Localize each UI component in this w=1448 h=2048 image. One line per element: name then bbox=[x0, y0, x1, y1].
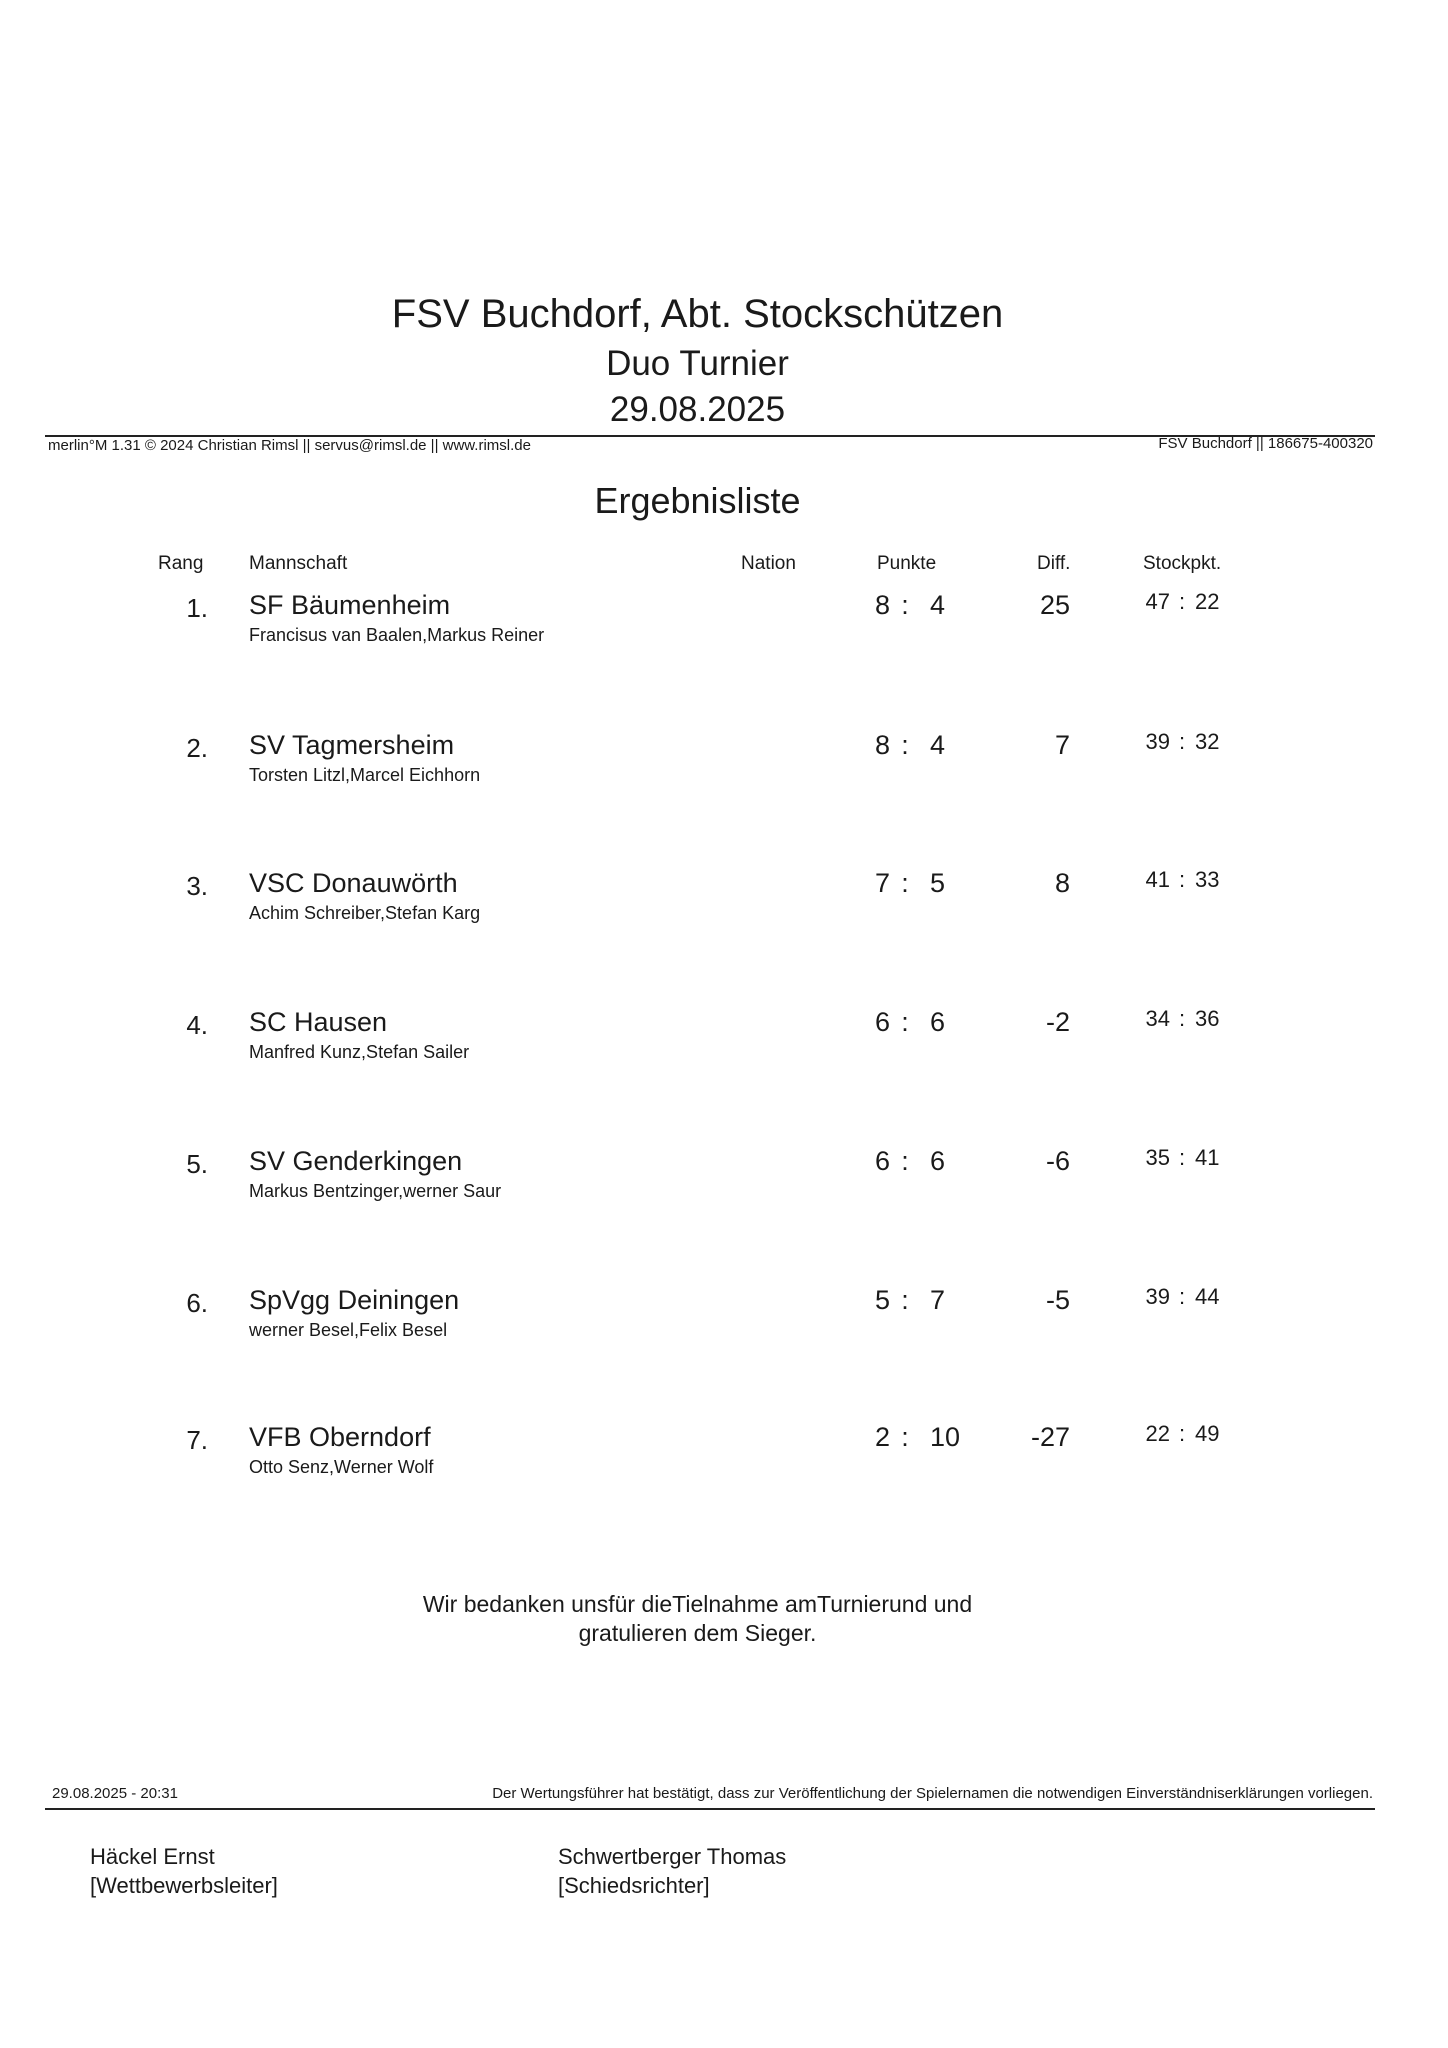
row-rank: 3. bbox=[186, 871, 208, 901]
row-stock-against: 36 bbox=[1195, 1006, 1220, 1031]
row-points-for: 8 bbox=[874, 730, 890, 760]
row-points-against: 4 bbox=[930, 730, 946, 760]
col-rank-header: Rang bbox=[158, 553, 204, 574]
row-points-separator: : bbox=[901, 730, 909, 760]
row-stock-separator: : bbox=[1178, 589, 1186, 614]
closing-line-1: Wir bedanken unsfür dieTielnahme amTurnierund und bbox=[422, 1591, 973, 1617]
row-points-against: 5 bbox=[930, 868, 946, 898]
row-stock-against: 32 bbox=[1195, 729, 1220, 754]
row-points-separator: : bbox=[901, 1422, 909, 1452]
row-stock-separator: : bbox=[1178, 729, 1186, 754]
row-diff: -5 bbox=[1045, 1285, 1070, 1315]
table-row bbox=[0, 1422, 1448, 1502]
col-diff-header: Diff. bbox=[1037, 553, 1071, 574]
license-info: FSV Buchdorf || 186675-400320 bbox=[1158, 435, 1373, 452]
row-stock-separator: : bbox=[1178, 1145, 1186, 1170]
row-rank: 4. bbox=[186, 1010, 208, 1040]
col-team-header: Mannschaft bbox=[249, 553, 348, 574]
row-diff: -27 bbox=[1030, 1422, 1070, 1452]
row-points-against: 6 bbox=[930, 1007, 946, 1037]
row-diff: 25 bbox=[1039, 590, 1070, 620]
row-diff: 7 bbox=[1054, 730, 1070, 760]
row-stock-against: 33 bbox=[1195, 867, 1220, 892]
row-team: SV Genderkingen bbox=[249, 1146, 463, 1176]
page-title: Ergebnisliste bbox=[594, 480, 801, 521]
table-row bbox=[0, 590, 1448, 670]
footer-divider bbox=[45, 1808, 1375, 1810]
row-players: Otto Senz,Werner Wolf bbox=[249, 1457, 434, 1477]
row-diff: -2 bbox=[1045, 1007, 1070, 1037]
row-stock-against: 41 bbox=[1195, 1145, 1220, 1170]
row-rank: 1. bbox=[186, 593, 208, 623]
row-players: Torsten Litzl,Marcel Eichhorn bbox=[249, 765, 481, 785]
row-team: VSC Donauwörth bbox=[249, 868, 458, 898]
row-players: Markus Bentzinger,werner Saur bbox=[249, 1181, 502, 1201]
row-points-separator: : bbox=[901, 1007, 909, 1037]
table-row bbox=[0, 1285, 1448, 1365]
closing-line-2: gratulieren dem Sieger. bbox=[578, 1620, 817, 1646]
row-points-against: 4 bbox=[930, 590, 946, 620]
row-players: werner Besel,Felix Besel bbox=[249, 1320, 448, 1340]
row-points-separator: : bbox=[901, 1146, 909, 1176]
row-rank: 2. bbox=[186, 733, 208, 763]
row-players: Achim Schreiber,Stefan Karg bbox=[249, 903, 481, 923]
print-timestamp: 29.08.2025 - 20:31 bbox=[52, 1785, 178, 1802]
row-stock-separator: : bbox=[1178, 867, 1186, 892]
row-points-against: 10 bbox=[930, 1422, 961, 1452]
signature-role: [Wettbewerbsleiter] bbox=[90, 1873, 278, 1898]
club-title: FSV Buchdorf, Abt. Stockschützen bbox=[391, 292, 1004, 336]
row-team: SV Tagmersheim bbox=[249, 730, 455, 760]
row-players: Manfred Kunz,Stefan Sailer bbox=[249, 1042, 470, 1062]
row-points-separator: : bbox=[901, 590, 909, 620]
row-stock-against: 49 bbox=[1195, 1421, 1220, 1446]
signature-name: Häckel Ernst bbox=[90, 1844, 215, 1869]
row-team: SpVgg Deiningen bbox=[249, 1285, 460, 1315]
row-diff: -6 bbox=[1045, 1146, 1070, 1176]
row-stock-separator: : bbox=[1178, 1284, 1186, 1309]
row-rank: 7. bbox=[186, 1425, 208, 1455]
row-points-for: 7 bbox=[874, 868, 890, 898]
row-stock-for: 39 bbox=[1145, 1284, 1170, 1309]
table-row bbox=[0, 1146, 1448, 1226]
row-team: SF Bäumenheim bbox=[249, 590, 451, 620]
col-stock-header: Stockpkt. bbox=[1143, 553, 1222, 574]
row-points-separator: : bbox=[901, 868, 909, 898]
table-row bbox=[0, 868, 1448, 948]
row-stock-separator: : bbox=[1178, 1006, 1186, 1031]
row-stock-for: 34 bbox=[1145, 1006, 1170, 1031]
row-stock-against: 44 bbox=[1195, 1284, 1220, 1309]
table-row bbox=[0, 1007, 1448, 1087]
row-stock-for: 22 bbox=[1145, 1421, 1170, 1446]
event-date: 29.08.2025 bbox=[609, 390, 786, 429]
row-points-against: 7 bbox=[930, 1285, 946, 1315]
col-points-header: Punkte bbox=[877, 553, 937, 574]
row-diff: 8 bbox=[1054, 868, 1070, 898]
row-team: SC Hausen bbox=[249, 1007, 388, 1037]
software-credit: merlin°M 1.31 © 2024 Christian Rimsl || servus@rimsl.de || www.rimsl.de bbox=[48, 437, 531, 454]
row-rank: 5. bbox=[186, 1149, 208, 1179]
row-stock-separator: : bbox=[1178, 1421, 1186, 1446]
table-row bbox=[0, 730, 1448, 810]
signature-role: [Schiedsrichter] bbox=[558, 1873, 710, 1898]
row-stock-for: 41 bbox=[1145, 867, 1170, 892]
row-players: Francisus van Baalen,Markus Reiner bbox=[249, 625, 545, 645]
row-points-against: 6 bbox=[930, 1146, 946, 1176]
consent-notice: Der Wertungsführer hat bestätigt, dass zur Veröffentlichung der Spielernamen die notwendigen Einverständniserklärungen vorliegen. bbox=[492, 1785, 1373, 1802]
row-rank: 6. bbox=[186, 1288, 208, 1318]
row-team: VFB Oberndorf bbox=[249, 1422, 431, 1452]
row-points-for: 6 bbox=[874, 1007, 890, 1037]
row-stock-for: 35 bbox=[1145, 1145, 1170, 1170]
row-points-for: 5 bbox=[874, 1285, 890, 1315]
row-points-for: 2 bbox=[874, 1422, 890, 1452]
row-points-separator: : bbox=[901, 1285, 909, 1315]
row-points-for: 6 bbox=[874, 1146, 890, 1176]
row-stock-for: 39 bbox=[1145, 729, 1170, 754]
row-stock-against: 22 bbox=[1195, 589, 1220, 614]
row-points-for: 8 bbox=[874, 590, 890, 620]
signature-name: Schwertberger Thomas bbox=[558, 1844, 787, 1869]
event-title: Duo Turnier bbox=[606, 344, 789, 383]
col-nation-header: Nation bbox=[741, 553, 796, 574]
row-stock-for: 47 bbox=[1145, 589, 1170, 614]
